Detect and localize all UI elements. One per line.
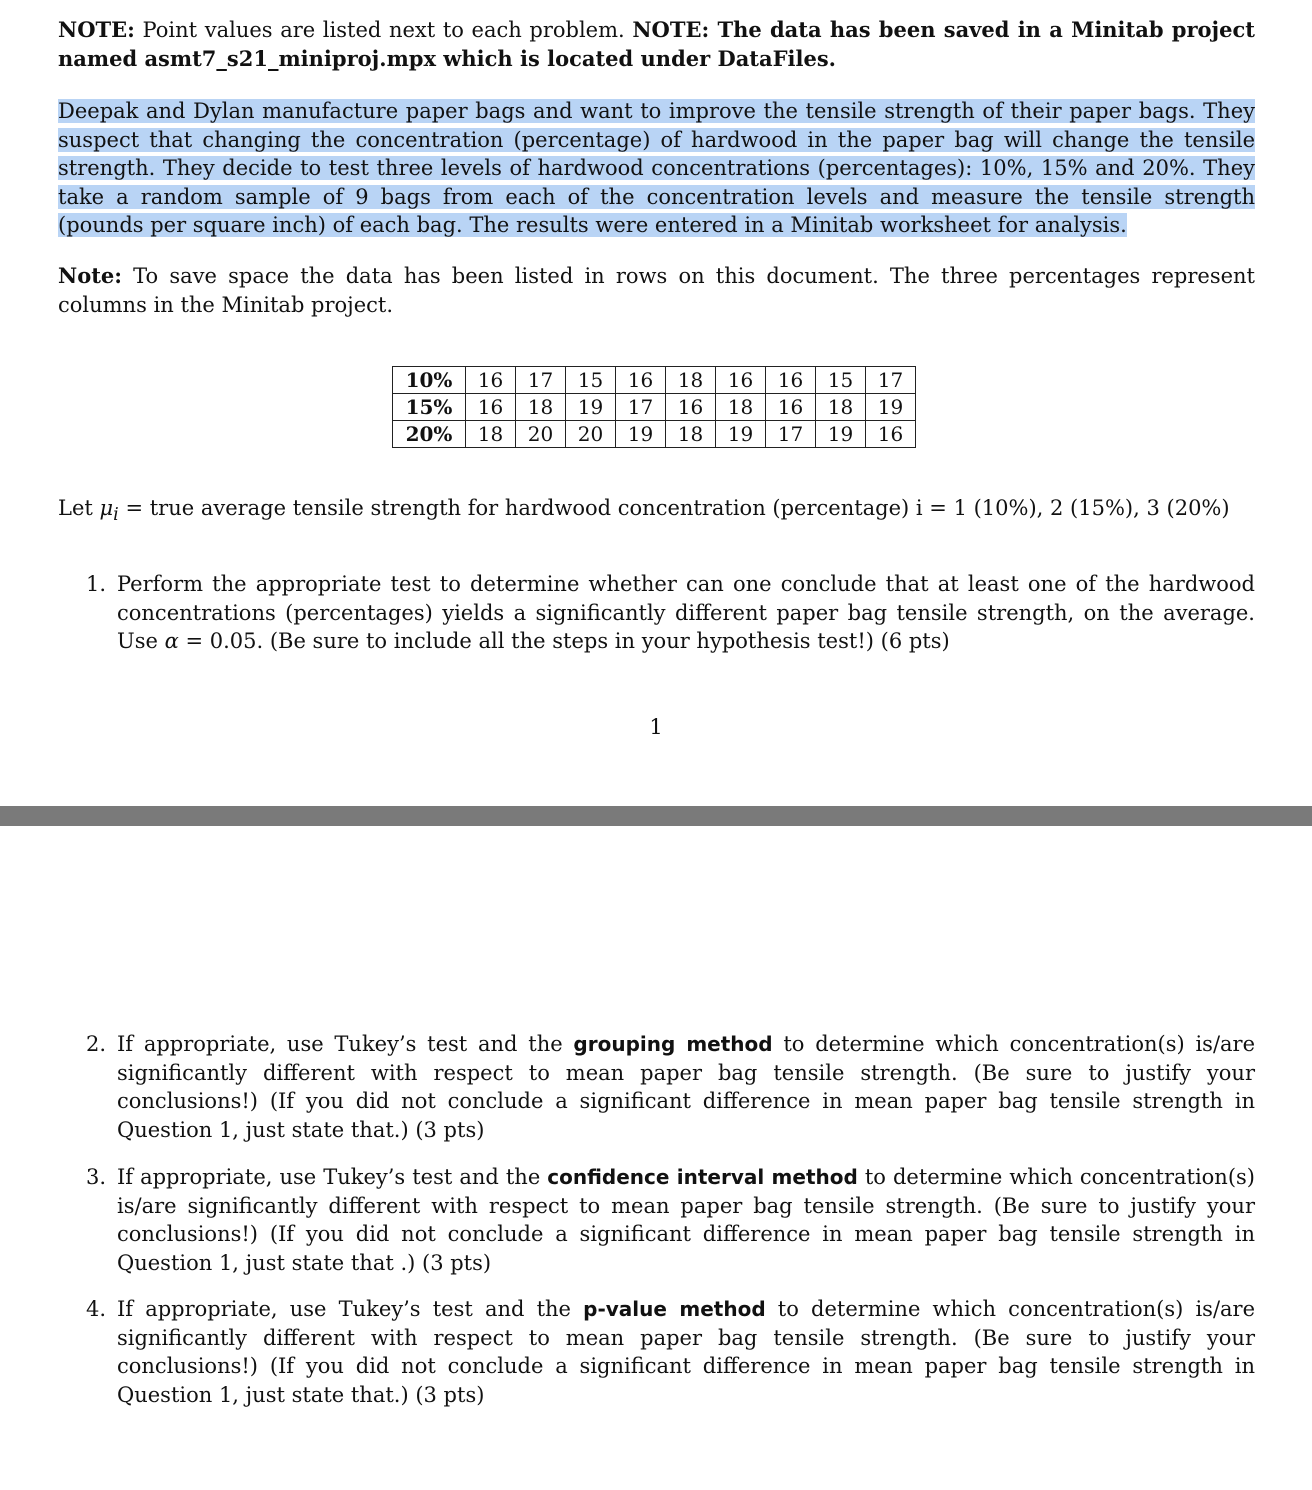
row-label: 10% (393, 367, 466, 394)
note-paragraph (58, 16, 1255, 73)
question-text: to determine which concentration(s) is/are significantly different with respect to mean paper bag tensile strength. (Be sure to justify your conclusions!) (If you did not conclude a significant difference in mean paper bag tensile strength in Question 1, just state that.) (3 pts) (117, 1297, 1256, 1407)
table-cell: 18 (666, 421, 716, 448)
question-text: to determine which concentration(s) is/are significantly different with respect to mean paper bag tensile strength. (Be sure to justify your conclusions!) (If you did not conclude a significant difference in mean paper bag tensile strength in Question 1, just state that.) (3 pts) (117, 1032, 1256, 1142)
row-label: 20% (393, 421, 466, 448)
table-cell: 16 (766, 394, 816, 421)
table-cell: 19 (866, 394, 916, 421)
question-1 (58, 570, 1255, 656)
layout-note-label: Note: (58, 263, 123, 288)
table-row (393, 394, 916, 421)
note-label: NOTE: (58, 17, 135, 42)
row-label: 15% (393, 394, 466, 421)
table-cell: 18 (516, 394, 566, 421)
table-cell: 15 (816, 367, 866, 394)
question-4 (58, 1295, 1255, 1409)
table-cell: 16 (466, 367, 516, 394)
table-cell: 16 (666, 394, 716, 421)
let-definition (58, 494, 1255, 530)
table-cell: 19 (816, 421, 866, 448)
note-text: Point values are listed next to each problem. (134, 18, 633, 42)
page-separator (0, 806, 1312, 826)
table-cell: 16 (866, 421, 916, 448)
table-cell: 17 (766, 421, 816, 448)
question-3 (58, 1163, 1255, 1277)
layout-note-text: To save space the data has been listed in rows on this document. The three percentages represent columns in the Minitab project. (58, 264, 1255, 317)
question-number: 1. (86, 572, 107, 596)
question-2 (58, 1030, 1255, 1144)
data-table (392, 366, 916, 448)
question-text: If appropriate, use Tukey’s test and the (117, 1165, 548, 1189)
question-text: Perform the appropriate test to determine whether can one conclude that at least one of the hardwood concentrations (percentages) yields a significantly different paper bag tensile strength, on the average. Use (117, 572, 1255, 653)
question-text: If appropriate, use Tukey’s test and the (117, 1032, 574, 1056)
method-name: grouping method (573, 1032, 773, 1056)
table-cell: 17 (866, 367, 916, 394)
mu-symbol: μ (99, 496, 114, 520)
table-cell: 19 (716, 421, 766, 448)
alpha-symbol: α (164, 629, 179, 653)
table-cell: 16 (766, 367, 816, 394)
table-cell: 17 (616, 394, 666, 421)
question-text: to determine which concentration(s) is/are significantly different with respect to mean paper bag tensile strength. (Be sure to justify your conclusions!) (If you did not conclude a significant difference in mean paper bag tensile strength in Question 1, just state that .) (3 pts) (117, 1165, 1255, 1275)
question-number: 2. (86, 1032, 107, 1056)
question-number: 4. (86, 1297, 107, 1321)
table-cell: 15 (566, 367, 616, 394)
mu-subscript: i (113, 505, 119, 526)
let-text: = true average tensile strength for hardwood concentration (percentage) i = 1 (10%), 2 (15%), 3 (20%) (118, 496, 1230, 520)
table-row (393, 367, 916, 394)
intro-text-selected[interactable]: Deepak and Dylan manufacture paper bags and want to improve the tensile strength of their paper bags. They suspect that changing the concentration (percentage) of hardwood in the paper bag will change the tensile strength. They decide to test three levels of hardwood concentrations (percentages): 10%, 15% and 20%. They take a random sample of 9 bags from each of the concentration levels and measure the tensile strength (pounds per square inch) of each bag. The results were entered in a Minitab worksheet for analysis. (58, 99, 1255, 237)
method-name: p-value method (583, 1297, 766, 1321)
table-cell: 18 (666, 367, 716, 394)
table-cell: 19 (566, 394, 616, 421)
question-text: = 0.05. (Be sure to include all the steps in your hypothesis test!) (6 pts) (178, 629, 950, 653)
let-prefix: Let (58, 496, 100, 520)
table-cell: 18 (716, 394, 766, 421)
method-name: confidence interval method (547, 1165, 858, 1189)
intro-paragraph (58, 97, 1255, 240)
table-cell: 16 (616, 367, 666, 394)
table-row (393, 421, 916, 448)
table-cell: 16 (466, 394, 516, 421)
layout-note-paragraph (58, 262, 1255, 319)
table-cell: 18 (466, 421, 516, 448)
table-cell: 19 (616, 421, 666, 448)
table-cell: 18 (816, 394, 866, 421)
table-cell: 16 (716, 367, 766, 394)
note-datafile-text: NOTE: The data has been saved in a Minitab project named asmt7_s21_miniproj.mpx which is located under DataFiles. (58, 17, 1255, 71)
question-number: 3. (86, 1165, 107, 1189)
table-cell: 20 (566, 421, 616, 448)
table-cell: 20 (516, 421, 566, 448)
table-cell: 17 (516, 367, 566, 394)
question-text: If appropriate, use Tukey’s test and the (117, 1297, 584, 1321)
page-number: 1 (649, 715, 663, 739)
